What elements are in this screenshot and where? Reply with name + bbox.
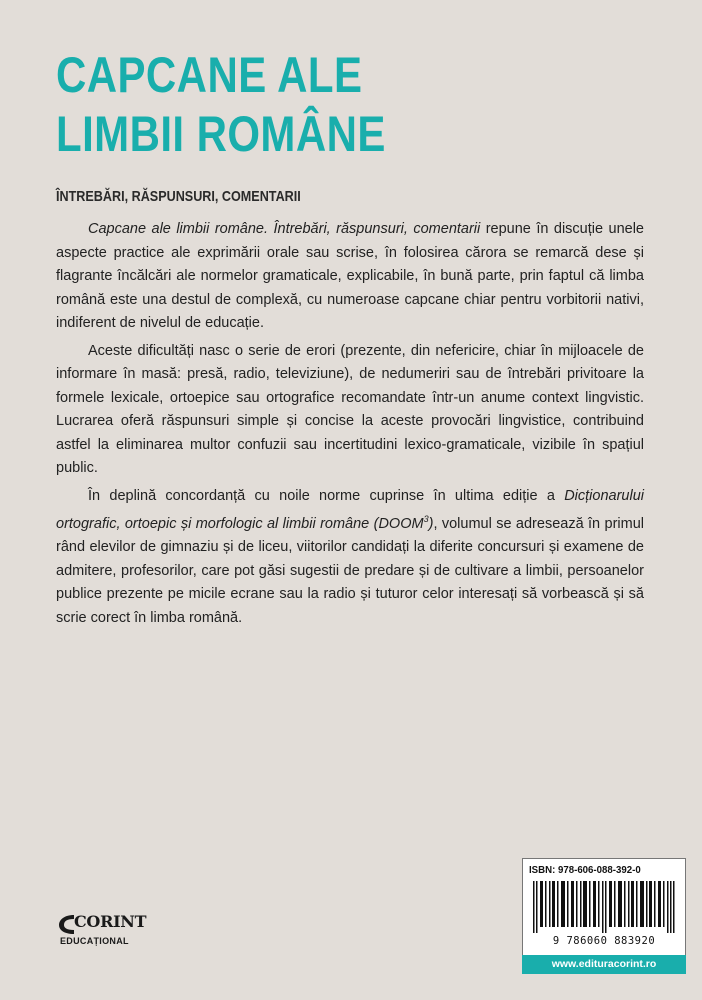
title-line-1: CAPCANE ALE — [56, 47, 363, 103]
blurb-paragraph-3-text: , volumul se adresează în primul rând elevilor de gimnaziu și de liceu, viitorilor candidați la diferite concursuri și examene de admitere, profesorilor, care pot găsi sugestii de predare și de cultivare a limbii, persoanelor publice prezente pe micile ecrane sau la radio și tuturor celor interesați să vorbească și să scrie corect în limba română. — [56, 515, 644, 626]
doom-close-paren: ) — [428, 515, 434, 532]
blurb-paragraph-2: Aceste dificultăți nasc o serie de erori (prezente, din nefericire, chiar în mijloacele de informare în masă: presă, radio, televiziune), de nedumeriri sau de întrebări privitoare la formele lexicale, ortoepice sau ortografice recomandate într-un anume context lingvistic. Lucrarea oferă răspunsuri simple și concise la aceste provocări lingvistice, contribuind astfel la eliminarea multor confuzii sau incertitudini lexico-gramaticale, vizibile în spațiul public. — [56, 342, 644, 476]
blurb-paragraph-1-text: repune în discuție unele aspecte practice ale exprimării orale sau scrise, în folosirea cărora se remarcă dese și flagrante încălcări ale normelor gramaticale, explicabile, în bună parte, prin faptul că limba română este una destul de complexă, cu numeroase capcane chiar pentru vorbitorii nativi, indiferent de nivelul de educație. — [56, 221, 644, 331]
publisher-logo — [58, 912, 147, 954]
blurb-text — [56, 218, 644, 634]
publisher-name: CORINT — [74, 912, 147, 931]
blurb-paragraph-3 — [56, 485, 644, 631]
book-subtitle: ÎNTREBĂRI, RĂSPUNSURI, COMENTARII — [56, 188, 301, 205]
barcode-digits: 9 786060 883920 — [552, 935, 656, 947]
isbn-block — [522, 858, 686, 956]
blurb-paragraph-3-start: În deplină concordanță cu noile norme cuprinse în ultima ediție a — [88, 487, 565, 504]
blurb-title-reference: Capcane ale limbii române. Întrebări, răspunsuri, comentarii — [88, 221, 481, 237]
title-line-2: LIMBII ROMÂNE — [56, 106, 386, 162]
publisher-imprint: EDUCAȚIONAL — [60, 936, 129, 946]
blurb-paragraph-1 — [56, 218, 644, 336]
doom-superscript: 3 — [423, 514, 429, 524]
book-title — [56, 46, 386, 164]
doom-title: Dicționarului ortografic, ortoepic și morfologic al limbii române (DOOM — [56, 487, 644, 532]
publisher-website: www.edituracorint.ro — [522, 955, 686, 974]
barcode-image — [531, 881, 677, 933]
isbn-label: ISBN: 978-606-088-392-0 — [529, 864, 641, 876]
